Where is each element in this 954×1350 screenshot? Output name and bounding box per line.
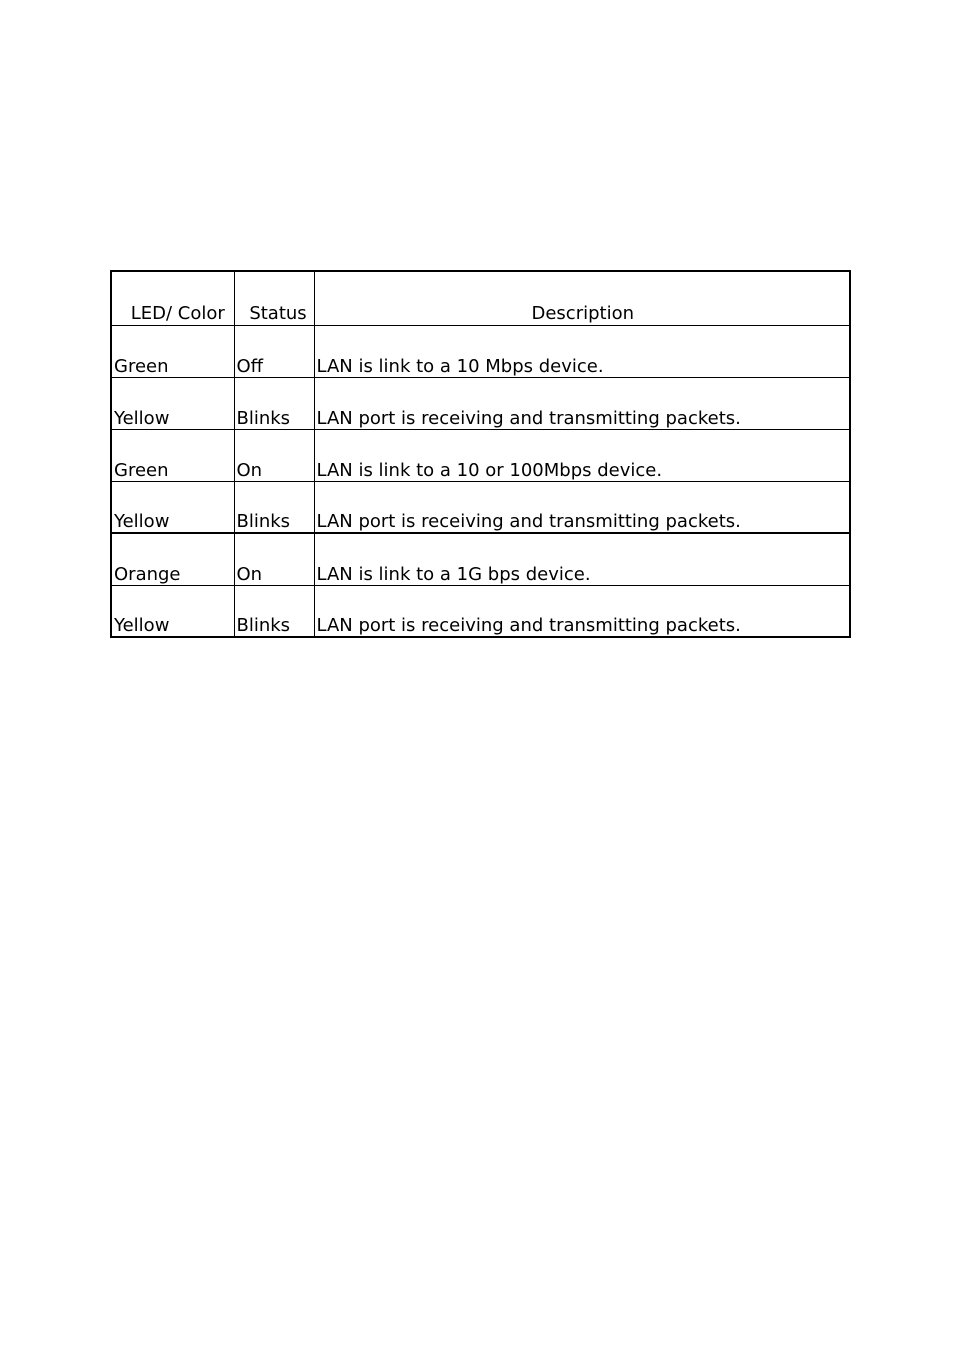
cell-status: Blinks [234, 377, 314, 429]
cell-status: On [234, 533, 314, 585]
cell-color: Yellow [111, 481, 234, 533]
cell-description: LAN port is receiving and transmitting packets. [314, 481, 850, 533]
cell-status: Off [234, 325, 314, 377]
table-row [111, 585, 850, 637]
cell-color: Yellow [111, 377, 234, 429]
cell-description: LAN is link to a 10 Mbps device. [314, 325, 850, 377]
cell-color: Orange [111, 533, 234, 585]
header-status: Status [234, 271, 314, 325]
table-header-row [111, 271, 850, 325]
table-row [111, 377, 850, 429]
cell-color: Yellow [111, 585, 234, 637]
header-led-color: LED/ Color [111, 271, 234, 325]
table-row [111, 481, 850, 533]
cell-description: LAN port is receiving and transmitting packets. [314, 585, 850, 637]
cell-description: LAN port is receiving and transmitting packets. [314, 377, 850, 429]
cell-status: Blinks [234, 585, 314, 637]
table-row [111, 325, 850, 377]
cell-color: Green [111, 325, 234, 377]
cell-description: LAN is link to a 1G bps device. [314, 533, 850, 585]
table-row [111, 533, 850, 585]
cell-status: On [234, 429, 314, 481]
cell-status: Blinks [234, 481, 314, 533]
cell-color: Green [111, 429, 234, 481]
header-description: Description [314, 271, 850, 325]
cell-description: LAN is link to a 10 or 100Mbps device. [314, 429, 850, 481]
table-row [111, 429, 850, 481]
led-status-table [110, 270, 851, 638]
